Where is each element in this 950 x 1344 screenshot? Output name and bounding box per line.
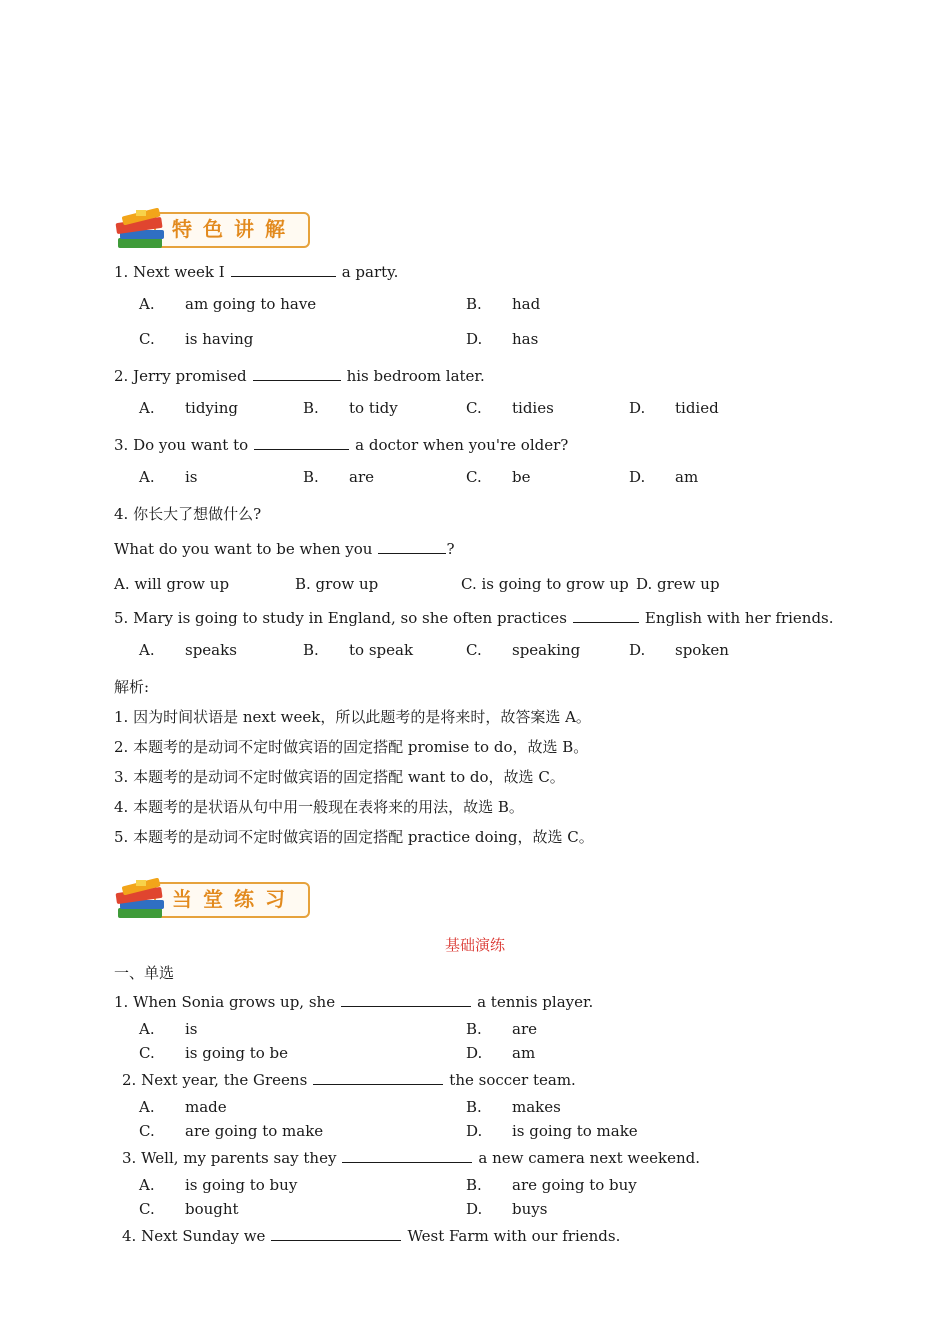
stem-text: 3. Well, my parents say they bbox=[122, 1149, 337, 1167]
option-letter: D. bbox=[629, 399, 646, 417]
question-2-stem bbox=[114, 366, 485, 386]
option-letter: C. bbox=[139, 1044, 155, 1062]
option-text: speaks bbox=[185, 641, 237, 659]
question-4-chinese: 4. 你长大了想做什么? bbox=[114, 505, 262, 523]
option-text: are bbox=[349, 468, 374, 486]
answer-blank bbox=[573, 608, 639, 623]
stem-text: 4. Next Sunday we bbox=[122, 1227, 266, 1245]
analysis-line: 3. 本题考的是动词不定时做宾语的固定搭配 want to do，故选 C。 bbox=[114, 768, 565, 786]
option-text: are going to make bbox=[185, 1122, 324, 1140]
option-letter: A. bbox=[139, 399, 155, 417]
option-letter: C. bbox=[139, 1122, 155, 1140]
option-letter: B. bbox=[303, 468, 319, 486]
analysis-line: 1. 因为时间状语是 next week，所以此题考的是将来时，故答案选 A。 bbox=[114, 708, 591, 726]
option-text: be bbox=[512, 468, 531, 486]
books-stack-icon bbox=[114, 208, 174, 256]
stem-text: West Farm with our friends. bbox=[407, 1227, 621, 1245]
stem-text: the soccer team. bbox=[449, 1071, 576, 1089]
answer-blank bbox=[313, 1070, 443, 1085]
option-letter: B. bbox=[303, 641, 319, 659]
option-text: speaking bbox=[512, 641, 581, 659]
option-text: made bbox=[185, 1098, 227, 1116]
option-text: B. grow up bbox=[295, 575, 379, 593]
option-letter: B. bbox=[466, 1176, 482, 1194]
option-text: D. grew up bbox=[636, 575, 720, 593]
option-letter: A. bbox=[139, 641, 155, 659]
stem-text: his bedroom later. bbox=[346, 367, 485, 385]
analysis-line: 5. 本题考的是动词不定时做宾语的固定搭配 practice doing，故选 C。 bbox=[114, 828, 594, 846]
analysis-line: 2. 本题考的是动词不定时做宾语的固定搭配 promise to do，故选 B。 bbox=[114, 738, 589, 756]
stem-text: 1. Next week I bbox=[114, 263, 225, 281]
option-text: am going to have bbox=[185, 295, 317, 313]
option-text: has bbox=[512, 330, 539, 348]
option-letter: B. bbox=[466, 295, 482, 313]
section-banner-features bbox=[114, 208, 310, 252]
answer-blank bbox=[253, 366, 341, 381]
part-heading: 一、单选 bbox=[114, 964, 175, 982]
option-letter: D. bbox=[629, 641, 646, 659]
stem-text: 1. When Sonia grows up, she bbox=[114, 993, 336, 1011]
option-letter: A. bbox=[139, 1020, 155, 1038]
option-text: to speak bbox=[349, 641, 414, 659]
option-letter: B. bbox=[303, 399, 319, 417]
stem-text: 2. Jerry promised bbox=[114, 367, 247, 385]
option-text: tidied bbox=[675, 399, 719, 417]
option-text: bought bbox=[185, 1200, 239, 1218]
option-text: are bbox=[512, 1020, 537, 1038]
option-text: is going to make bbox=[512, 1122, 638, 1140]
option-letter: D. bbox=[466, 1044, 483, 1062]
section-subtitle: 基础演练 bbox=[444, 936, 505, 954]
stem-text: ? bbox=[446, 540, 455, 558]
option-letter: A. bbox=[139, 1098, 155, 1116]
stem-text: a doctor when you're older? bbox=[355, 436, 569, 454]
stem-text: a tennis player. bbox=[477, 993, 594, 1011]
books-stack-icon bbox=[114, 878, 174, 926]
option-letter: D. bbox=[466, 330, 483, 348]
question-1-stem bbox=[114, 262, 398, 282]
banner-title: 特色讲解 bbox=[172, 217, 296, 241]
banner-title: 当堂练习 bbox=[172, 887, 296, 911]
option-text: C. is going to grow up bbox=[461, 575, 629, 593]
option-text: is going to be bbox=[185, 1044, 289, 1062]
option-text: is bbox=[185, 468, 198, 486]
practice-question-4-stem bbox=[122, 1226, 620, 1246]
question-4-stem bbox=[114, 539, 454, 559]
option-text: am bbox=[675, 468, 699, 486]
question-3-stem bbox=[114, 435, 568, 455]
answer-blank bbox=[341, 992, 471, 1007]
option-text: am bbox=[512, 1044, 536, 1062]
stem-text: a new camera next weekend. bbox=[478, 1149, 700, 1167]
option-letter: C. bbox=[466, 641, 482, 659]
option-text: to tidy bbox=[349, 399, 398, 417]
answer-blank bbox=[342, 1148, 472, 1163]
answer-blank bbox=[271, 1226, 401, 1241]
option-letter: C. bbox=[139, 330, 155, 348]
practice-question-3-stem bbox=[122, 1148, 700, 1168]
option-letter: B. bbox=[466, 1098, 482, 1116]
option-letter: D. bbox=[466, 1122, 483, 1140]
answer-blank bbox=[231, 262, 336, 277]
analysis-label: 解析: bbox=[114, 678, 150, 696]
option-letter: B. bbox=[466, 1020, 482, 1038]
stem-text: What do you want to be when you bbox=[114, 540, 373, 558]
option-text: A. will grow up bbox=[114, 575, 230, 593]
stem-text: a party. bbox=[341, 263, 399, 281]
stem-text: 3. Do you want to bbox=[114, 436, 249, 454]
stem-text: 2. Next year, the Greens bbox=[122, 1071, 308, 1089]
stem-text: 5. Mary is going to study in England, so she often practices bbox=[114, 609, 567, 627]
option-text: makes bbox=[512, 1098, 561, 1116]
option-letter: C. bbox=[139, 1200, 155, 1218]
option-text: spoken bbox=[675, 641, 729, 659]
option-text: had bbox=[512, 295, 541, 313]
answer-blank bbox=[378, 539, 446, 554]
option-text: tidying bbox=[185, 399, 238, 417]
option-text: tidies bbox=[512, 399, 554, 417]
option-text: is bbox=[185, 1020, 198, 1038]
option-letter: D. bbox=[466, 1200, 483, 1218]
practice-question-2-stem bbox=[122, 1070, 576, 1090]
answer-blank bbox=[254, 435, 349, 450]
option-letter: A. bbox=[139, 295, 155, 313]
option-text: is having bbox=[185, 330, 254, 348]
option-text: is going to buy bbox=[185, 1176, 298, 1194]
stem-text: English with her friends. bbox=[644, 609, 834, 627]
option-text: are going to buy bbox=[512, 1176, 637, 1194]
practice-question-1-stem bbox=[114, 992, 593, 1012]
option-letter: C. bbox=[466, 399, 482, 417]
analysis-line: 4. 本题考的是状语从句中用一般现在表将来的用法，故选 B。 bbox=[114, 798, 524, 816]
question-5-stem bbox=[114, 608, 834, 628]
option-text: buys bbox=[512, 1200, 548, 1218]
section-banner-practice bbox=[114, 878, 310, 922]
option-letter: D. bbox=[629, 468, 646, 486]
option-letter: C. bbox=[466, 468, 482, 486]
option-letter: A. bbox=[139, 468, 155, 486]
option-letter: A. bbox=[139, 1176, 155, 1194]
